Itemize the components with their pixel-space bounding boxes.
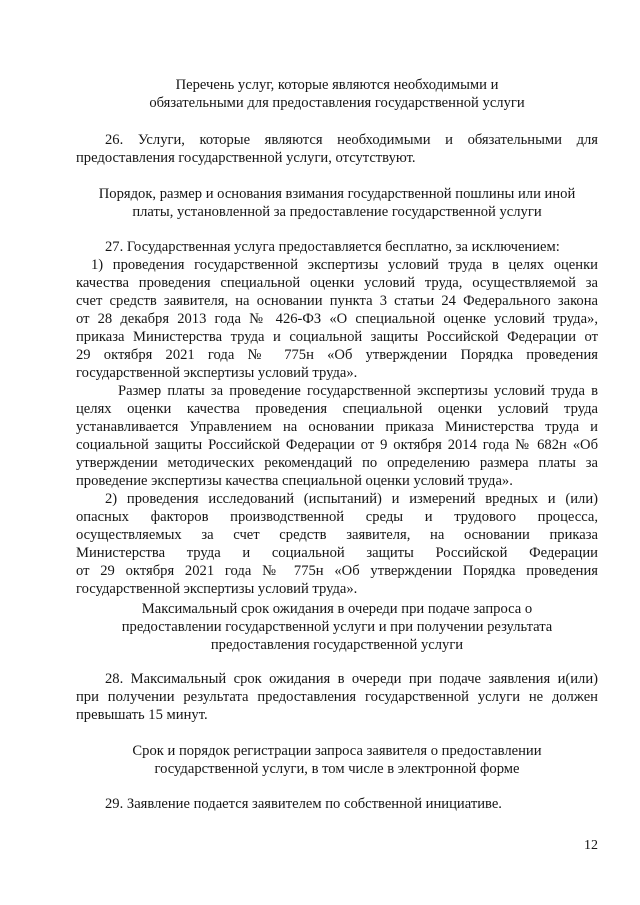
text-line: Министерства труда и социальной защиты Российской Федерации <box>76 545 598 561</box>
heading-line: Порядок, размер и основания взимания государственной пошлины или иной <box>98 186 576 202</box>
text-line: социальной защиты Российской Федерации от 9 октября 2014 года № 682н «Об <box>76 437 598 453</box>
text-line: от 28 декабря 2013 года № 426-ФЗ «О специальной оценке условий труда», <box>76 311 598 327</box>
text-line: устанавливается Управлением на основании приказа Министерства труда и <box>76 419 598 435</box>
heading-line: Срок и порядок регистрации запроса заявителя о предоставлении <box>132 743 542 759</box>
section-heading-registration <box>76 742 598 778</box>
heading-line: платы, установленной за предоставление государственной услуги <box>132 204 542 220</box>
heading-line: обязательными для предоставления государственной услуги <box>149 95 525 111</box>
paragraph-29 <box>76 795 598 813</box>
text-line: опасных факторов производственной среды и трудового процесса, <box>76 509 598 525</box>
text-line: качества проведения специальной оценки условий труда, осуществляемой за <box>76 275 598 291</box>
section-heading-queue-time <box>76 600 598 654</box>
text-line: при получении результата предоставления государственной услуги не должен <box>76 689 598 705</box>
text-line: 26. Услуги, которые являются необходимыми и обязательными для <box>105 132 598 148</box>
text-line: превышать 15 минут. <box>76 707 208 723</box>
text-line: от 29 октября 2021 года № 775н «Об утверждении Порядка проведения <box>76 563 598 579</box>
text-line: целях оценки качества проведения специальной оценки условий труда <box>76 401 598 417</box>
page-number: 12 <box>584 838 598 853</box>
text-line: 29 октября 2021 года № 775н «Об утверждении Порядка проведения <box>76 347 598 363</box>
text-line: утверждении методических рекомендаций по определению размера платы за <box>76 455 598 471</box>
text-line: 1) проведения государственной экспертизы условий труда в целях оценки <box>91 257 598 273</box>
heading-line: предоставления государственной услуги <box>210 637 464 653</box>
section-heading-required-services <box>76 76 598 112</box>
paragraph-27 <box>76 238 598 382</box>
paragraph-27-fee <box>76 382 598 490</box>
text-line: счет средств заявителя, на основании пункта 3 статьи 24 Федерального закона <box>76 293 598 309</box>
heading-line: Перечень услуг, которые являются необходимыми и <box>175 77 499 93</box>
section-heading-state-fee <box>76 185 598 221</box>
text-line: предоставления государственной услуги, отсутствуют. <box>76 150 416 166</box>
paragraph-26 <box>76 131 598 167</box>
text-line: 28. Максимальный срок ожидания в очереди при подаче заявления и(или) <box>105 671 598 687</box>
heading-line: предоставлении государственной услуги и при получении результата <box>121 619 553 635</box>
paragraph-28 <box>76 670 598 724</box>
text-line: Размер платы за проведение государственной экспертизы условий труда в <box>118 383 598 399</box>
text-line: государственной экспертизы условий труда». <box>76 365 358 381</box>
text-line: проведение экспертизы качества специальной оценки условий труда». <box>76 473 513 489</box>
heading-line: государственной услуги, в том числе в электронной форме <box>154 761 520 777</box>
text-line: государственной экспертизы условий труда». <box>76 581 358 597</box>
text-line: 27. Государственная услуга предоставляется бесплатно, за исключением: <box>105 239 560 255</box>
text-line: 2) проведения исследований (испытаний) и измерений вредных и (или) <box>105 491 598 507</box>
text-line: 29. Заявление подается заявителем по собственной инициативе. <box>105 796 502 812</box>
text-line: осуществляемых за счет средств заявителя, на основании приказа <box>76 527 598 543</box>
text-line: приказа Министерства труда и социальной защиты Российской Федерации от <box>76 329 598 345</box>
heading-line: Максимальный срок ожидания в очереди при подаче запроса о <box>141 601 533 617</box>
paragraph-27-item-2 <box>76 490 598 598</box>
